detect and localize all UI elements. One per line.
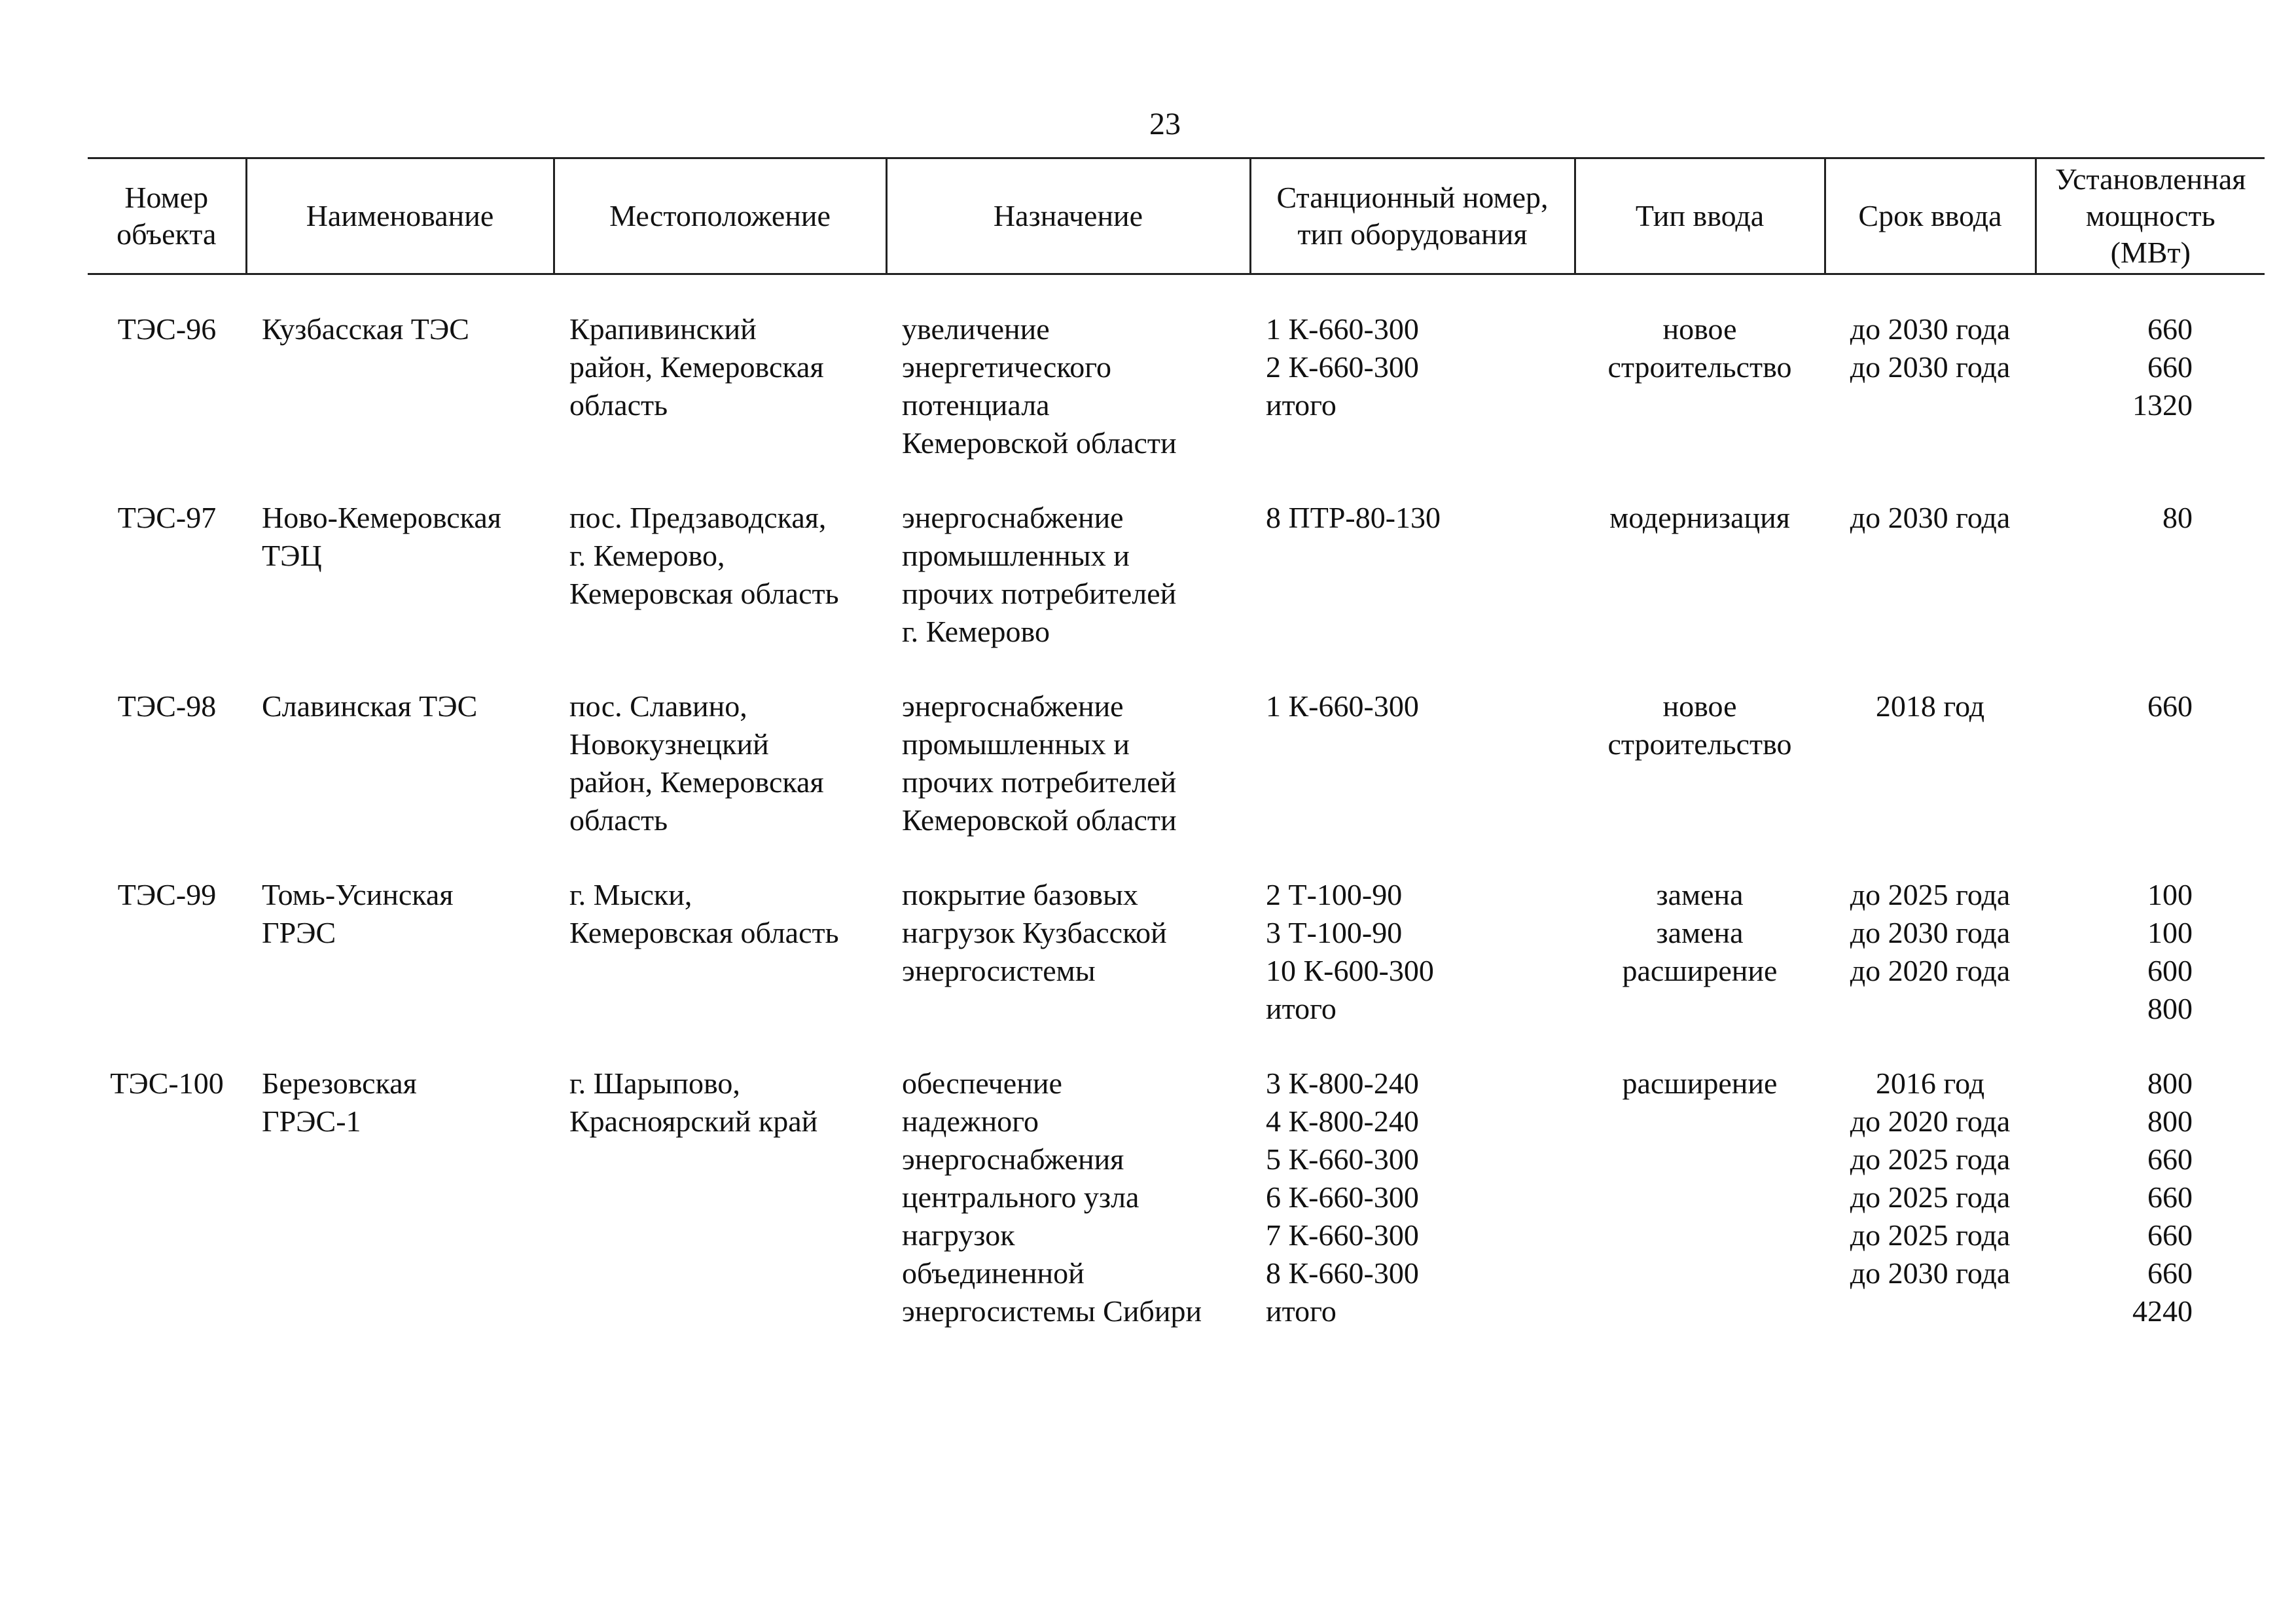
plant-equipment: 1 К-660-300 2 К-660-300 итого (1266, 312, 1419, 422)
table-row (88, 499, 2265, 687)
installed-power: 100 100 600 800 (2147, 878, 2193, 1025)
header-equipment: Станционный номер, тип оборудования (1250, 158, 1575, 274)
input-type: расширение (1622, 1067, 1778, 1100)
header-input-term: Срок ввода (1825, 158, 2036, 274)
object-number: ТЭС-99 (117, 878, 217, 911)
page-number: 23 (1149, 107, 1181, 141)
input-type: замена замена расширение (1622, 878, 1778, 987)
plant-equipment: 2 Т-100-90 3 Т-100-90 10 К-600-300 итого (1266, 878, 1434, 1025)
installed-power: 660 660 1320 (2132, 312, 2193, 422)
plant-purpose: энергоснабжение промышленных и прочих потребителей Кемеровской области (902, 689, 1177, 837)
plant-purpose: обеспечение надежного энергоснабжения центрального узла нагрузок объединенной энергосистемы Сибири (902, 1067, 1202, 1328)
header-purpose: Назначение (886, 158, 1250, 274)
input-term: до 2030 года (1850, 501, 2011, 534)
plant-purpose: увеличение энергетического потенциала Кемеровской области (902, 312, 1177, 460)
input-term: 2016 год до 2020 года до 2025 года до 2025 года до 2025 года до 2030 года (1850, 1067, 2011, 1290)
plant-name: Кузбасская ТЭС (262, 312, 469, 346)
plant-location: г. Мыски, Кемеровская область (569, 878, 839, 949)
plant-location: пос. Предзаводская, г. Кемерово, Кемеровская область (569, 501, 839, 610)
plant-purpose: покрытие базовых нагрузок Кузбасской энергосистемы (902, 878, 1167, 987)
header-name: Наименование (246, 158, 554, 274)
table-row (88, 687, 2265, 876)
table-row (88, 274, 2265, 500)
object-number: ТЭС-97 (117, 501, 217, 534)
power-plants-table (88, 157, 2265, 1367)
installed-power: 80 (2162, 501, 2193, 534)
plant-name: Березовская ГРЭС-1 (262, 1067, 417, 1138)
plant-location: г. Шарыпово, Красноярский край (569, 1067, 818, 1138)
installed-power: 800 800 660 660 660 660 4240 (2132, 1067, 2193, 1328)
input-type: новое строительство (1607, 312, 1792, 384)
input-type: новое строительство (1607, 689, 1792, 761)
installed-power: 660 (2147, 689, 2193, 723)
table-row (88, 876, 2265, 1065)
plant-name: Славинская ТЭС (262, 689, 478, 723)
plant-equipment: 3 К-800-240 4 К-800-240 5 К-660-300 6 К-660-300 7 К-660-300 8 К-660-300 итого (1266, 1067, 1419, 1328)
input-term: до 2025 года до 2030 года до 2020 года (1850, 878, 2011, 987)
table-row (88, 1065, 2265, 1367)
plant-purpose: энергоснабжение промышленных и прочих потребителей г. Кемерово (902, 501, 1177, 648)
input-term: до 2030 года до 2030 года (1850, 312, 2011, 384)
object-number: ТЭС-98 (117, 689, 217, 723)
table-header-row (88, 158, 2265, 274)
plant-location: Крапивинский район, Кемеровская область (569, 312, 824, 422)
header-input-type: Тип ввода (1575, 158, 1825, 274)
input-type: модернизация (1609, 501, 1790, 534)
plant-equipment: 1 К-660-300 (1266, 689, 1419, 723)
plant-equipment: 8 ПТР-80-130 (1266, 501, 1441, 534)
header-location: Местоположение (554, 158, 886, 274)
plant-location: пос. Славино, Новокузнецкий район, Кемеровская область (569, 689, 824, 837)
header-installed-power: Установленная мощность (МВт) (2036, 158, 2265, 274)
object-number: ТЭС-100 (110, 1067, 224, 1100)
plant-name: Томь-Усинская ГРЭС (262, 878, 454, 949)
plant-name: Ново-Кемеровская ТЭЦ (262, 501, 501, 572)
header-object-number: Номер объекта (88, 158, 246, 274)
input-term: 2018 год (1875, 689, 1985, 723)
object-number: ТЭС-96 (117, 312, 217, 346)
